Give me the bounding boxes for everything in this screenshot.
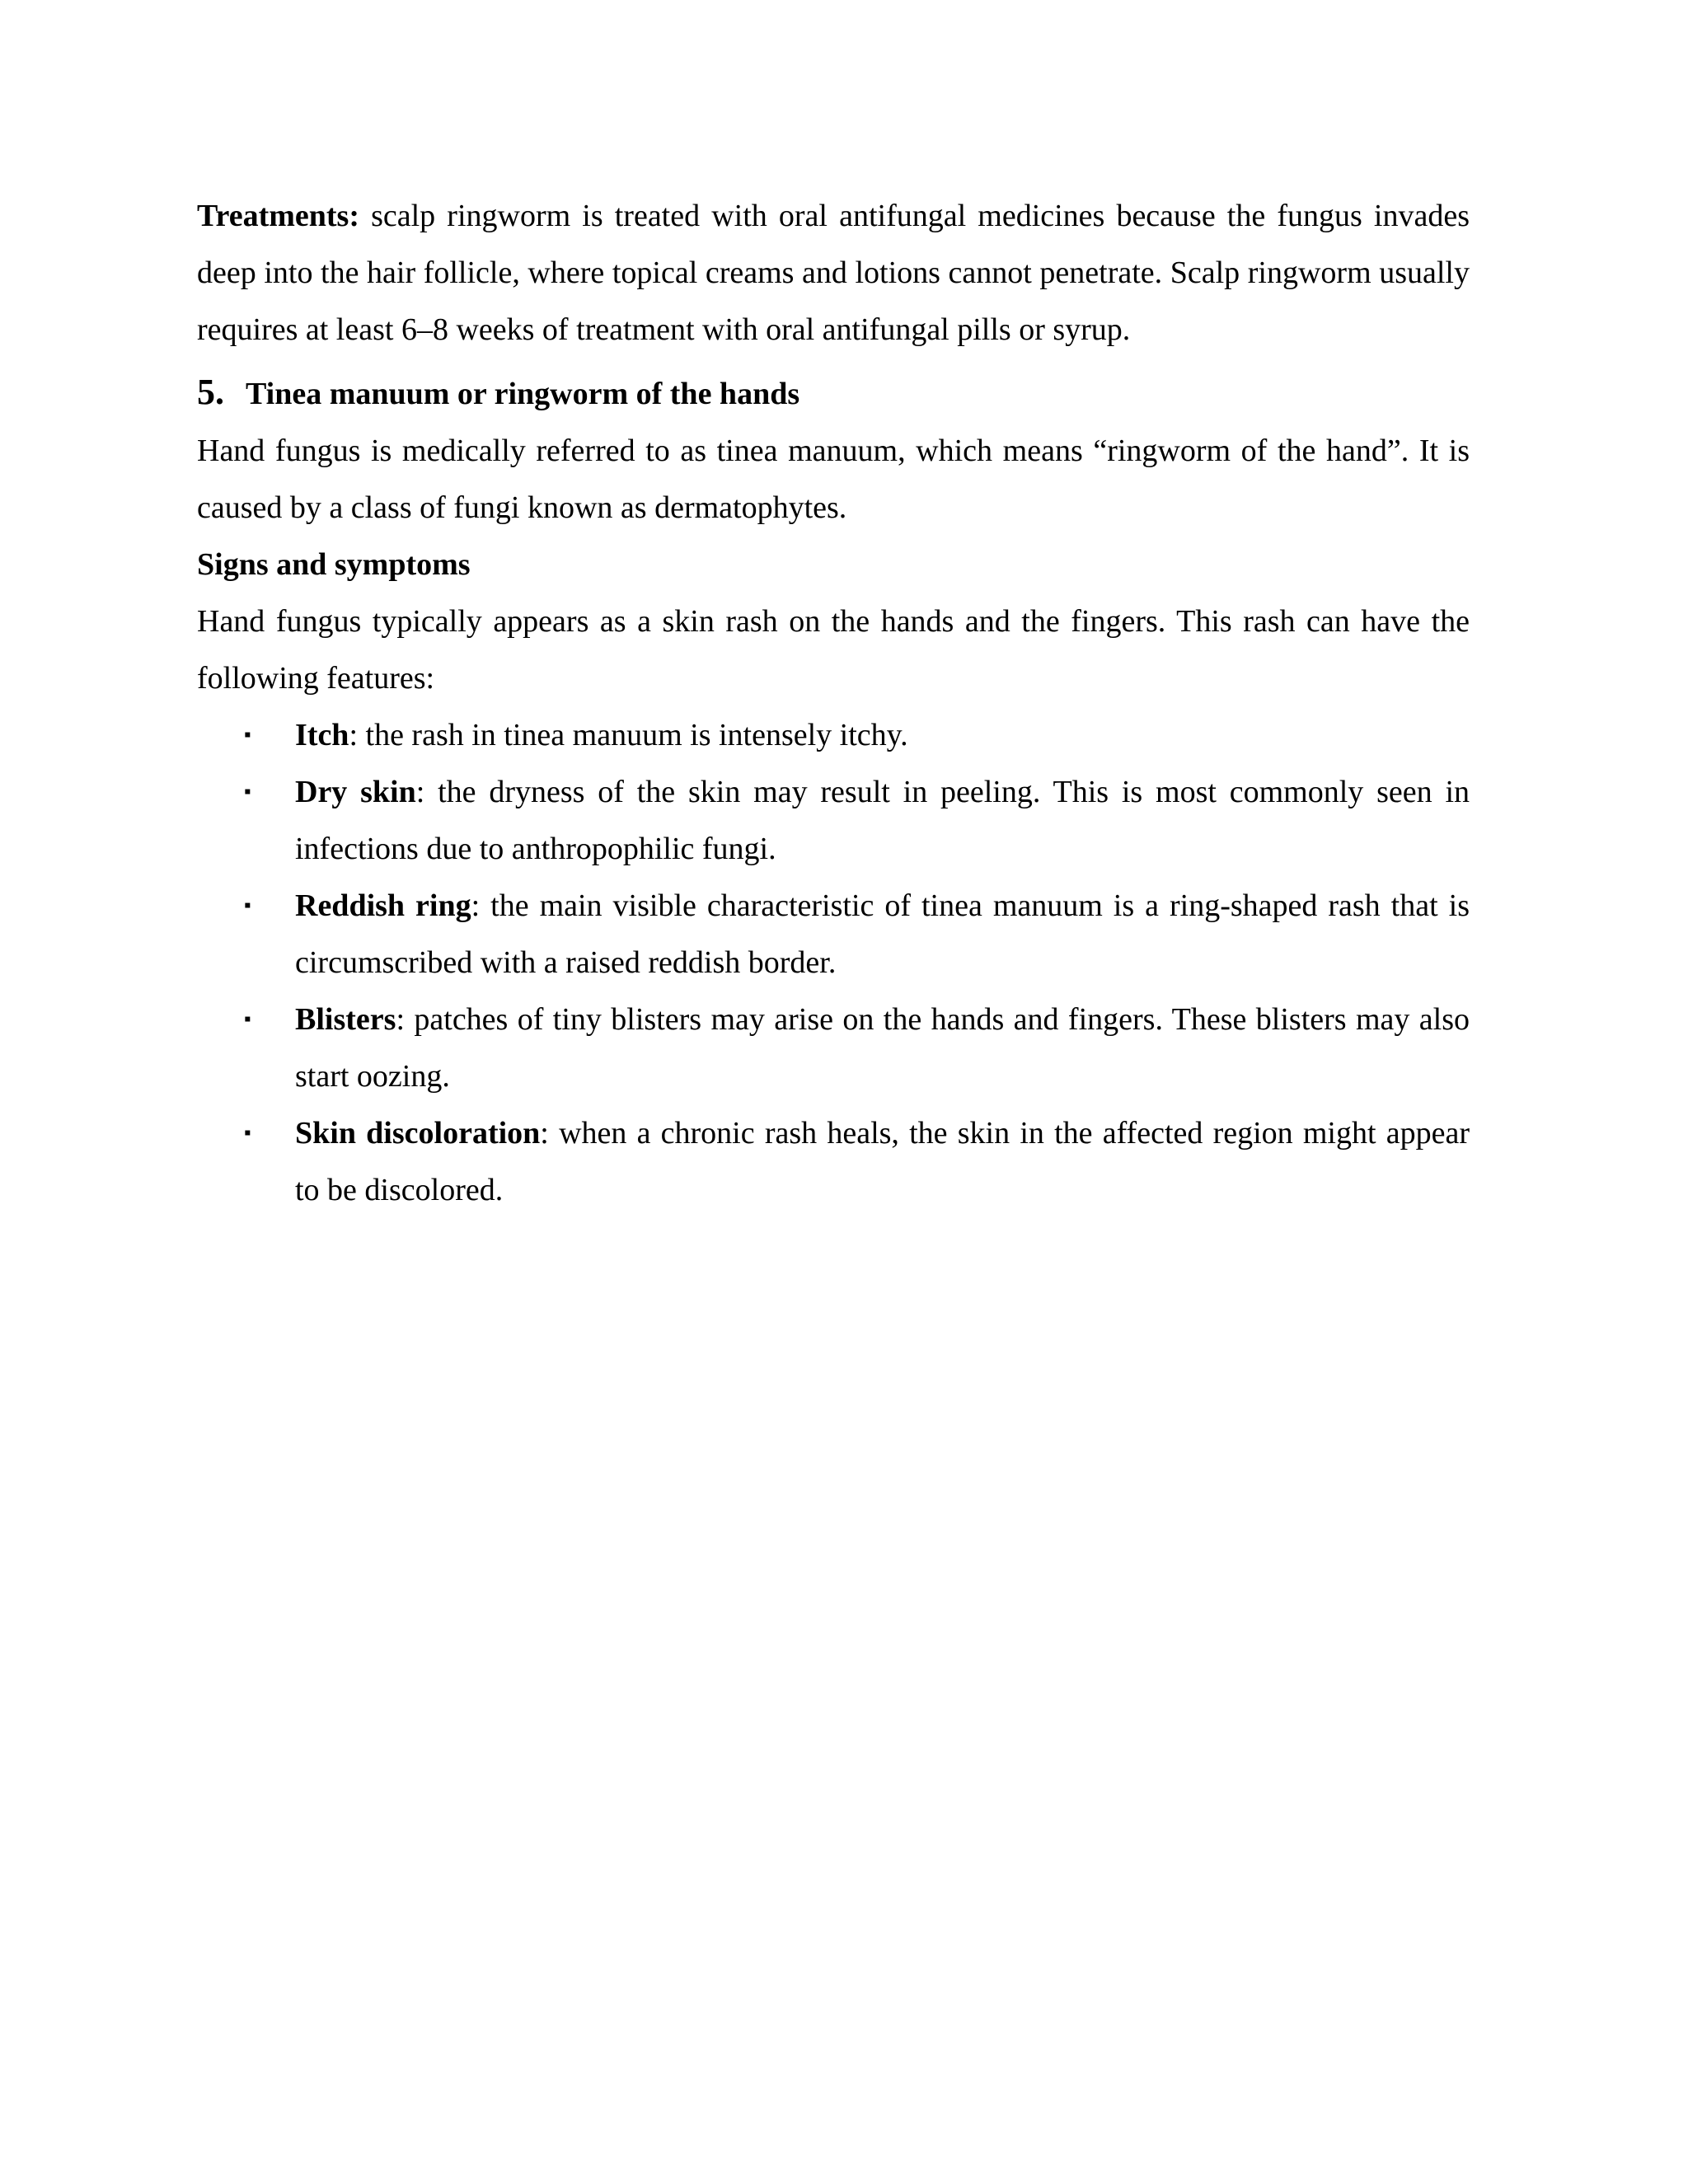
section-heading — [197, 363, 1470, 423]
list-item-text: : when a chronic rash heals, the skin in the affected region might appear to be discolored. — [295, 1116, 1470, 1207]
bullet-icon: ▪ — [244, 895, 251, 916]
signs-heading: Signs and symptoms — [197, 547, 471, 582]
treatments-paragraph — [197, 188, 1470, 359]
section-number: 5. — [197, 372, 224, 412]
symptom-list — [197, 707, 1470, 1219]
list-item-term: Itch — [295, 718, 349, 752]
list-item-term: Skin discoloration — [295, 1116, 541, 1151]
bullet-icon: ▪ — [244, 1122, 251, 1144]
bullet-icon: ▪ — [244, 724, 251, 746]
section-intro-paragraph: Hand fungus is medically referred to as tinea manuum, which means “ringworm of the hand”. It is caused by a class of fungi known as dermatophytes. — [197, 434, 1470, 525]
bullet-icon: ▪ — [244, 781, 251, 803]
treatments-text: scalp ringworm is treated with oral antifungal medicines because the fungus invades deep into the hair follicle, where topical creams and lotions cannot penetrate. Scalp ringworm usually requires at least 6–8 weeks of treatment with oral antifungal pills or syrup. — [197, 199, 1470, 347]
list-item — [197, 878, 1470, 991]
signs-intro-paragraph: Hand fungus typically appears as a skin rash on the hands and the fingers. This rash can have the following features: — [197, 604, 1470, 696]
list-item — [197, 707, 1470, 764]
list-item — [197, 991, 1470, 1105]
list-item-term: Blisters — [295, 1002, 396, 1037]
list-item-text: : the rash in tinea manuum is intensely itchy. — [349, 718, 908, 752]
list-item-text: : the main visible characteristic of tinea manuum is a ring-shaped rash that is circumscribed with a raised reddish border. — [295, 888, 1470, 980]
list-item-term: Reddish ring — [295, 888, 471, 923]
list-item-term: Dry skin — [295, 775, 416, 809]
list-item-text: : patches of tiny blisters may arise on the hands and fingers. These blisters may also start oozing. — [295, 1002, 1470, 1094]
list-item — [197, 1105, 1470, 1219]
document-page — [197, 188, 1470, 1219]
treatments-label: Treatments: — [197, 199, 359, 233]
bullet-icon: ▪ — [244, 1009, 251, 1030]
list-item — [197, 764, 1470, 878]
section-title: Tinea manuum or ringworm of the hands — [246, 377, 800, 411]
list-item-text: : the dryness of the skin may result in peeling. This is most commonly seen in infections due to anthropophilic fungi. — [295, 775, 1470, 866]
